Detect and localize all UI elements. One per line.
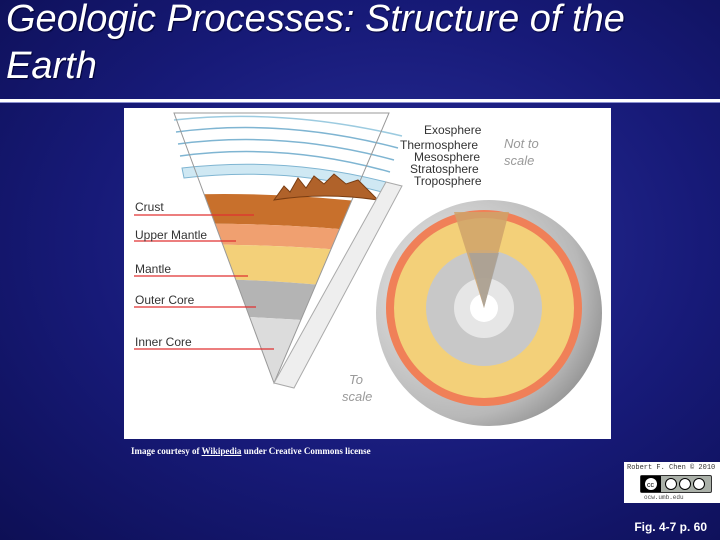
slide-title: Geologic Processes: Structure of the Earth	[6, 0, 625, 87]
figure-reference: Fig. 4-7 p. 60	[634, 520, 707, 534]
title-divider	[0, 99, 720, 103]
credit-prefix: Image courtesy of	[131, 446, 202, 456]
credit-suffix: under Creative Commons license	[241, 446, 371, 456]
label-mesosphere: Mesosphere	[414, 150, 481, 164]
label-troposphere: Troposphere	[414, 174, 482, 188]
label-outer-core: Outer Core	[135, 293, 195, 307]
license-site: ocw.umb.edu	[644, 494, 684, 501]
earth-structure-diagram	[124, 108, 611, 439]
svg-text:cc: cc	[647, 482, 654, 489]
license-badge	[624, 462, 720, 503]
note-to-scale: To scale	[342, 372, 373, 404]
cc-license-icon	[640, 475, 712, 493]
earth-sphere	[376, 200, 602, 426]
atmosphere-layers	[174, 116, 402, 192]
label-thermosphere: Thermosphere	[400, 138, 479, 152]
label-stratosphere: Stratosphere	[410, 162, 479, 176]
note-not-to-scale: Not to scale	[504, 136, 539, 168]
label-crust: Crust	[135, 200, 164, 214]
label-inner-core: Inner Core	[135, 335, 192, 349]
wikipedia-link[interactable]: Wikipedia	[201, 446, 242, 456]
label-mantle: Mantle	[135, 262, 172, 276]
license-author: Robert F. Chen © 2010	[627, 464, 716, 472]
label-exosphere: Exosphere	[424, 123, 482, 137]
label-upper-mantle: Upper Mantle	[135, 228, 208, 242]
image-credit	[131, 446, 371, 456]
